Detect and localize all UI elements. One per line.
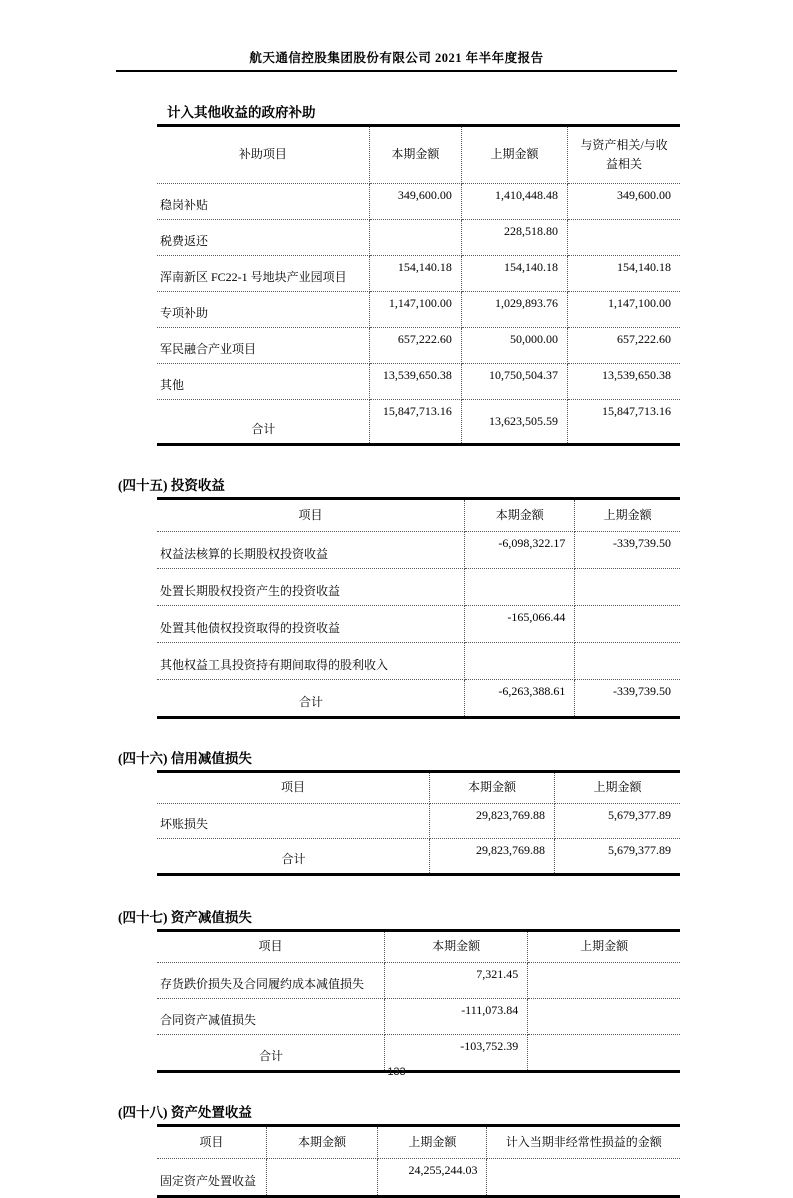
column-header: 计入当期非经常性损益的金额	[487, 1126, 680, 1159]
section-heading-government-subsidy: 计入其他收益的政府补助	[167, 105, 316, 120]
column-header: 上期金额	[575, 499, 680, 532]
amount-cell: 5,679,377.89	[554, 839, 680, 875]
amount-cell: -111,073.84	[385, 999, 528, 1035]
amount-cell: 349,600.00	[369, 184, 461, 220]
column-header: 与资产相关/与收益相关	[568, 126, 680, 184]
table-row	[157, 804, 680, 839]
table-row	[157, 184, 680, 220]
table-row	[157, 999, 680, 1035]
section-heading-investment-income: (四十五) 投资收益	[118, 478, 225, 493]
item-label-cell: 专项补助	[157, 292, 369, 328]
amount-cell	[266, 1159, 377, 1197]
amount-cell	[369, 220, 461, 256]
amount-cell	[528, 999, 680, 1035]
table-row	[157, 364, 680, 400]
amount-cell: 154,140.18	[461, 256, 567, 292]
column-header: 上期金额	[378, 1126, 487, 1159]
amount-cell: 154,140.18	[568, 256, 680, 292]
amount-cell: 154,140.18	[369, 256, 461, 292]
government-subsidy-table	[157, 124, 680, 446]
amount-cell: -103,752.39	[385, 1035, 528, 1072]
table-row	[157, 569, 680, 606]
column-header: 本期金额	[369, 126, 461, 184]
column-header: 上期金额	[528, 931, 680, 963]
amount-cell: 657,222.60	[369, 328, 461, 364]
item-label-cell: 固定资产处置收益	[157, 1159, 266, 1197]
amount-cell: 1,029,893.76	[461, 292, 567, 328]
item-label-cell: 其他权益工具投资持有期间取得的股利收入	[157, 643, 465, 680]
table-row	[157, 839, 680, 875]
amount-cell: 7,321.45	[385, 963, 528, 999]
table-header-row	[157, 126, 680, 184]
item-label-cell: 存货跌价损失及合同履约成本减值损失	[157, 963, 385, 999]
table-row	[157, 400, 680, 445]
amount-cell	[575, 643, 680, 680]
item-label-cell: 军民融合产业项目	[157, 328, 369, 364]
table-row	[157, 963, 680, 999]
table-header-row	[157, 1126, 680, 1159]
item-label-cell: 合同资产减值损失	[157, 999, 385, 1035]
item-label-cell: 税费返还	[157, 220, 369, 256]
amount-cell: -339,739.50	[575, 532, 680, 569]
total-label-cell: 合计	[157, 400, 369, 445]
item-label-cell: 坏账损失	[157, 804, 429, 839]
amount-cell: 1,410,448.48	[461, 184, 567, 220]
amount-cell: 50,000.00	[461, 328, 567, 364]
amount-cell: 24,255,244.03	[378, 1159, 487, 1197]
table-row	[157, 532, 680, 569]
amount-cell: 1,147,100.00	[369, 292, 461, 328]
column-header: 上期金额	[554, 772, 680, 804]
amount-cell: -165,066.44	[465, 606, 575, 643]
table-row	[157, 643, 680, 680]
amount-cell: -6,263,388.61	[465, 680, 575, 718]
table-header-row	[157, 772, 680, 804]
total-label-cell: 合计	[157, 1035, 385, 1072]
total-label-cell: 合计	[157, 839, 429, 875]
amount-cell: 13,623,505.59	[461, 400, 567, 445]
section-heading-asset-impairment-loss: (四十七) 资产减值损失	[118, 910, 252, 925]
amount-cell: 5,679,377.89	[554, 804, 680, 839]
table-row	[157, 1159, 680, 1197]
item-label-cell: 处置长期股权投资产生的投资收益	[157, 569, 465, 606]
amount-cell	[575, 569, 680, 606]
table-row	[157, 220, 680, 256]
amount-cell: 349,600.00	[568, 184, 680, 220]
amount-cell: 1,147,100.00	[568, 292, 680, 328]
amount-cell	[568, 220, 680, 256]
amount-cell: 29,823,769.88	[429, 839, 554, 875]
investment-income-table	[157, 497, 680, 719]
amount-cell: 13,539,650.38	[568, 364, 680, 400]
amount-cell	[465, 643, 575, 680]
table-row	[157, 256, 680, 292]
asset-disposal-income-table	[157, 1124, 680, 1198]
amount-cell	[528, 963, 680, 999]
table-row	[157, 606, 680, 643]
amount-cell: -6,098,322.17	[465, 532, 575, 569]
amount-cell: 10,750,504.37	[461, 364, 567, 400]
column-header: 项目	[157, 499, 465, 532]
page-header-title: 航天通信控股集团股份有限公司 2021 年半年度报告	[116, 0, 677, 72]
item-label-cell: 权益法核算的长期股权投资收益	[157, 532, 465, 569]
table-row	[157, 328, 680, 364]
amount-cell: 29,823,769.88	[429, 804, 554, 839]
column-header: 项目	[157, 772, 429, 804]
column-header: 本期金额	[385, 931, 528, 963]
table-header-row	[157, 931, 680, 963]
column-header: 上期金额	[461, 126, 567, 184]
amount-cell: 13,539,650.38	[369, 364, 461, 400]
column-header: 项目	[157, 931, 385, 963]
column-header: 补助项目	[157, 126, 369, 184]
item-label-cell: 浑南新区 FC22-1 号地块产业园项目	[157, 256, 369, 292]
table-row	[157, 292, 680, 328]
credit-impairment-loss-table	[157, 770, 680, 876]
item-label-cell: 处置其他债权投资取得的投资收益	[157, 606, 465, 643]
column-header: 本期金额	[429, 772, 554, 804]
section-heading-asset-disposal-income: (四十八) 资产处置收益	[118, 1105, 252, 1120]
table-header-row	[157, 499, 680, 532]
amount-cell: 657,222.60	[568, 328, 680, 364]
table-row	[157, 680, 680, 718]
amount-cell: 15,847,713.16	[369, 400, 461, 445]
item-label-cell: 稳岗补贴	[157, 184, 369, 220]
amount-cell: 15,847,713.16	[568, 400, 680, 445]
item-label-cell: 其他	[157, 364, 369, 400]
amount-cell	[487, 1159, 680, 1197]
column-header: 项目	[157, 1126, 266, 1159]
asset-impairment-loss-table	[157, 929, 680, 1073]
amount-cell: 228,518.80	[461, 220, 567, 256]
section-heading-credit-impairment-loss: (四十六) 信用减值损失	[118, 751, 252, 766]
total-label-cell: 合计	[157, 680, 465, 718]
page-number: 133	[387, 1066, 406, 1078]
amount-cell	[465, 569, 575, 606]
column-header: 本期金额	[266, 1126, 377, 1159]
amount-cell: -339,739.50	[575, 680, 680, 718]
column-header: 本期金额	[465, 499, 575, 532]
amount-cell	[575, 606, 680, 643]
